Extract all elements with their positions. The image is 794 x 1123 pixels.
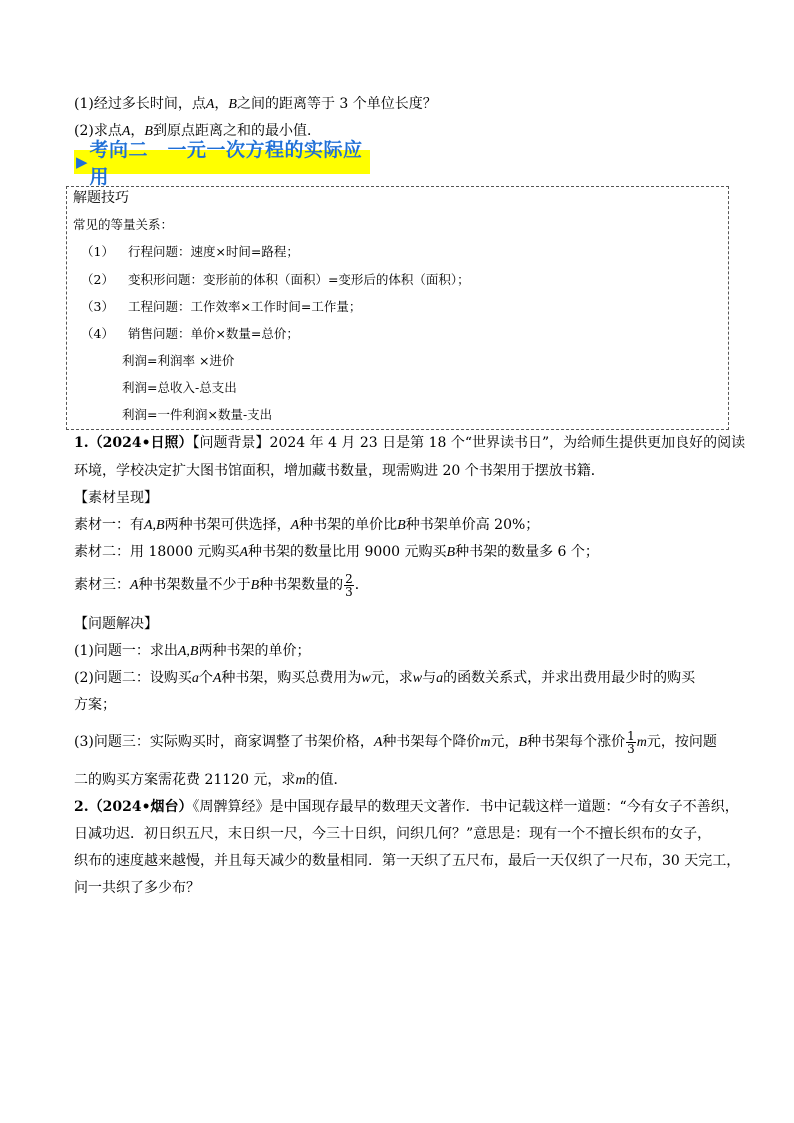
var: A,B bbox=[144, 518, 165, 533]
section-banner bbox=[74, 139, 370, 188]
text: ． bbox=[354, 577, 369, 593]
material-2 bbox=[74, 542, 599, 563]
q-text: ， bbox=[130, 123, 145, 139]
tip-number: （4） bbox=[81, 326, 114, 341]
section-heading: 【素材呈现】 bbox=[74, 490, 158, 506]
var: B bbox=[250, 578, 260, 593]
tip-text: 行程问题：速度×时间=路程； bbox=[127, 244, 299, 259]
var: A bbox=[290, 518, 300, 533]
subquestion-1 bbox=[74, 641, 310, 662]
tip-item bbox=[81, 271, 470, 289]
fraction-denominator: 3 bbox=[345, 584, 353, 599]
text: 的函数关系式，并求出费用最少时的购买 bbox=[443, 670, 696, 686]
text: 种书架的数量多 6 个； bbox=[455, 544, 599, 560]
tip-number: （2） bbox=[81, 272, 114, 287]
text: 种书架每个降价 bbox=[382, 734, 481, 750]
tip-number: （1） bbox=[81, 244, 114, 259]
problem-source: （2024•日照） bbox=[88, 435, 193, 451]
var-a: A bbox=[121, 124, 131, 139]
q-text: 之间的距离等于 3 个单位长度？ bbox=[236, 96, 437, 112]
tip-item bbox=[81, 243, 299, 261]
fraction bbox=[344, 573, 354, 598]
var: m bbox=[295, 773, 306, 788]
problem-text: 《周髀算经》是中国现存最早的数理天文著作．书中记载这样一道题：“今有女子不善织， bbox=[192, 799, 739, 815]
text: 两种书架的单价； bbox=[198, 643, 311, 659]
text: 种书架每个涨价 bbox=[527, 734, 626, 750]
fraction-numerator: 2 bbox=[345, 571, 353, 586]
fraction-denominator: 3 bbox=[627, 741, 635, 756]
var: m bbox=[636, 735, 647, 750]
var: w bbox=[412, 671, 423, 686]
text: 种书架的数量比用 9000 元购买 bbox=[248, 544, 447, 560]
var: a bbox=[191, 671, 199, 686]
var-a: A bbox=[205, 97, 215, 112]
problem-number: 2. bbox=[74, 799, 89, 815]
problem-text: 【问题背景】2024 年 4 月 23 日是第 18 个“世界读书日”，为给师生提供更加良好的阅读 bbox=[192, 435, 746, 451]
question-1-line bbox=[74, 94, 437, 115]
var: B bbox=[397, 518, 406, 533]
var: w bbox=[361, 671, 371, 686]
text: (3)问题三：实际购买时，商家调整了书架价格， bbox=[74, 734, 374, 750]
text: 与 bbox=[422, 670, 437, 686]
text: 种书架数量的 bbox=[259, 577, 344, 593]
section-title: 考向二 一元一次方程的实际应用 bbox=[89, 139, 363, 188]
text: 两种书架可供选择， bbox=[164, 517, 291, 533]
tip-sub: 利润=利润率 ×进价 bbox=[122, 353, 235, 368]
text: 元，按问题 bbox=[646, 734, 717, 750]
text: 元， bbox=[490, 734, 519, 750]
section-heading: 【问题解决】 bbox=[74, 616, 158, 632]
material-1 bbox=[74, 515, 539, 536]
text: 个 bbox=[198, 670, 213, 686]
var-b: B bbox=[228, 97, 237, 112]
var: m bbox=[480, 735, 491, 750]
subquestion-2-cont: 方案； bbox=[74, 697, 116, 713]
tips-heading: 解题技巧 bbox=[73, 190, 129, 206]
var: A bbox=[212, 671, 222, 686]
problem-1-line: 环境，学校决定扩大图书馆面积，增加藏书数量，现需购进 20 个书架用于摆放书籍． bbox=[74, 463, 605, 479]
problem-2-line: 日减功迟．初日织五尺，末日织一尺，今三十日织，问织几何？”意思是：现有一个不擅长织布的女子， bbox=[74, 826, 712, 842]
text: 的值． bbox=[305, 772, 348, 788]
q-text: (1)经过多长时间，点 bbox=[74, 96, 206, 112]
text: (1)问题一：求出 bbox=[74, 643, 178, 659]
problem-number: 1. bbox=[74, 435, 89, 451]
tip-number: （3） bbox=[81, 299, 114, 314]
var-b: B bbox=[144, 124, 153, 139]
tips-intro: 常见的等量关系： bbox=[73, 217, 174, 232]
subquestion-2 bbox=[74, 668, 695, 689]
q-text: (2)求点 bbox=[74, 123, 122, 139]
tip-text: 销售问题：单价×数量=总价； bbox=[127, 326, 299, 341]
tip-sub: 利润=总收入-总支出 bbox=[122, 380, 237, 395]
var: A bbox=[239, 545, 248, 560]
text: 种书架的单价比 bbox=[299, 517, 398, 533]
text: 二的购买方案需花费 21120 元，求 bbox=[74, 772, 296, 788]
tip-text: 工程问题：工作效率×工作时间=工作量； bbox=[127, 299, 362, 314]
var: A bbox=[130, 578, 139, 593]
tip-sub: 利润=一件利润×数量-支出 bbox=[122, 407, 273, 422]
var: A bbox=[373, 735, 383, 750]
text: 元，求 bbox=[370, 670, 413, 686]
var: B bbox=[446, 545, 456, 560]
problem-2-line: 织布的速度越来越慢，并且每天减少的数量相同．第一天织了五尺布，最后一天仅织了一尺布，30 天完工， bbox=[74, 853, 741, 869]
var: B bbox=[518, 735, 528, 750]
fraction-numerator: 1 bbox=[627, 728, 635, 743]
var: a bbox=[436, 671, 444, 686]
problem-2-line: 问一共织了多少布？ bbox=[74, 880, 200, 896]
material-3 bbox=[74, 572, 369, 599]
fraction bbox=[626, 730, 636, 755]
q-text: ， bbox=[214, 96, 229, 112]
text: 素材二：用 18000 元购买 bbox=[74, 544, 240, 560]
text: 种书架数量不少于 bbox=[138, 577, 251, 593]
problem-2-line bbox=[74, 797, 739, 817]
tip-item bbox=[81, 325, 299, 343]
tips-box bbox=[66, 186, 729, 430]
problem-source: （2024•烟台） bbox=[88, 799, 193, 815]
subquestion-3 bbox=[74, 729, 717, 756]
subquestion-3-cont bbox=[74, 770, 348, 791]
tip-item bbox=[81, 298, 361, 316]
text: 素材一：有 bbox=[74, 517, 144, 533]
triangle-right-icon: ▶ bbox=[76, 153, 88, 171]
problem-1-line bbox=[74, 433, 745, 453]
tip-text: 变积形问题：变形前的体积（面积）=变形后的体积（面积）； bbox=[127, 272, 470, 287]
text: 种书架单价高 20%； bbox=[405, 517, 540, 533]
q-text: 到原点距离之和的最小值． bbox=[152, 123, 321, 139]
var: A,B bbox=[177, 644, 199, 659]
text: 种书架，购买总费用为 bbox=[221, 670, 362, 686]
text: 素材三： bbox=[74, 577, 130, 593]
text: (2)问题二：设购买 bbox=[74, 670, 192, 686]
